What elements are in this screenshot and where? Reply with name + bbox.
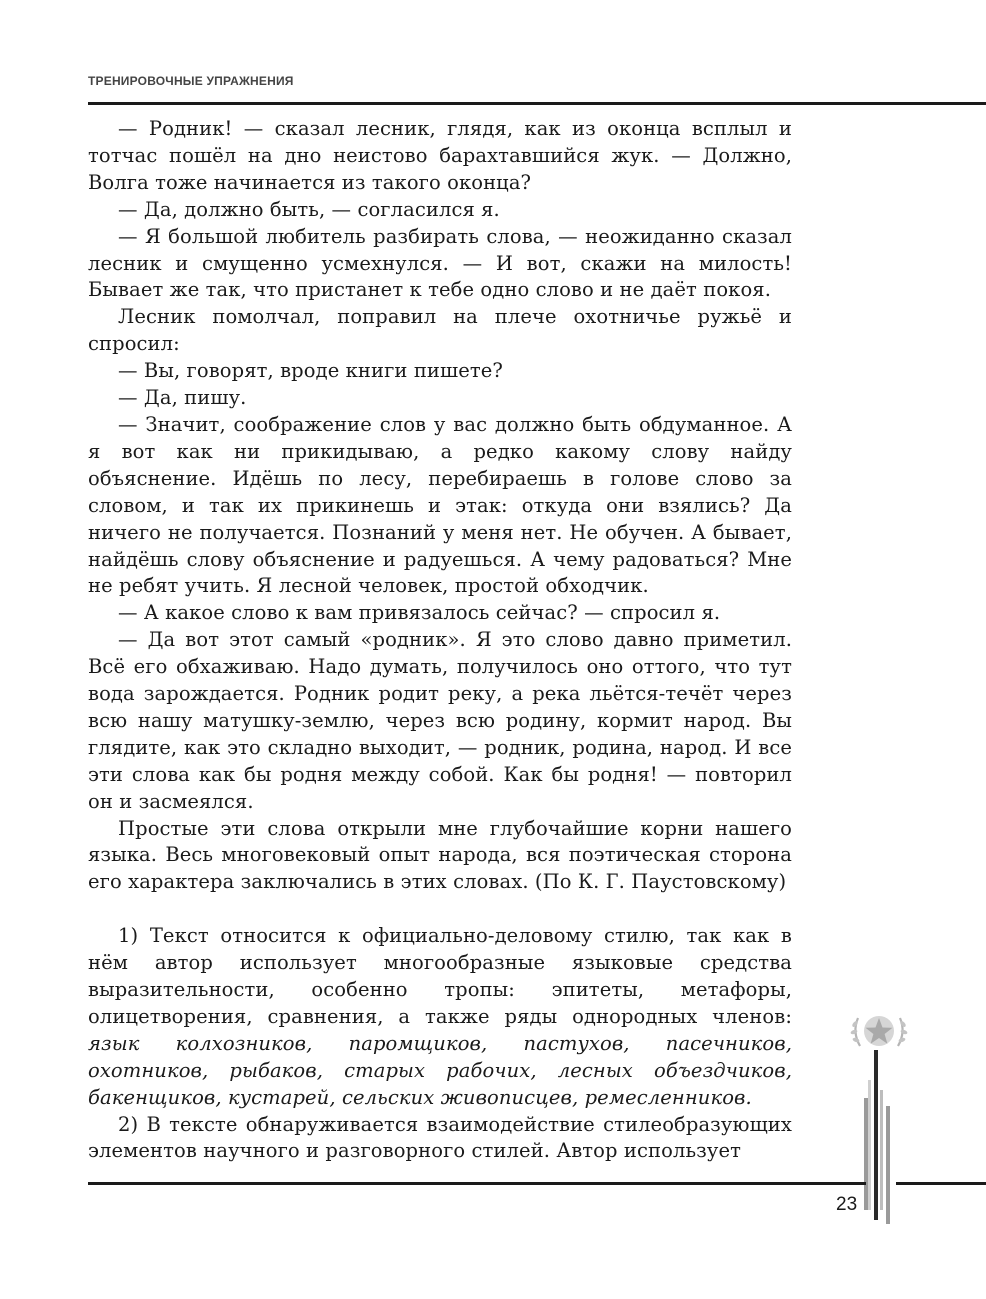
paragraph: — Вы, говорят, вроде книги пишете?	[118, 359, 503, 383]
footer-rule-right	[896, 1182, 986, 1185]
paragraph: — Да, пишу.	[118, 386, 247, 410]
paragraph: — Да вот этот самый «родник». Я это слово давно приметил. Всё его обхаживаю. Надо думать, получилось оно оттого, что тут вода зарождается. Родник родит реку, а река льётся-течёт через всю нашу матушку-землю, через всю родину, кормит народ. Вы глядите, как это складно выходит, — родник, родина, народ. И все эти слова как бы родня между собой. Как бы родня! — повторил он и засмеялся.	[88, 628, 792, 813]
page-number: 23	[836, 1194, 858, 1215]
option-1-text: 1) Текст относится к официально-деловому стилю, так как в нём автор использует многообразные языковые средства выразительности, особенно тропы: эпитеты, метафоры, олицетворения, сравнения, а также ряды однородных членов:	[88, 924, 792, 1028]
answer-option-2: 2) В тексте обнаруживается взаимодействие стилеобразующих элементов научного и разговорного стилей. Автор использует	[88, 1112, 792, 1163]
answer-option-1	[88, 923, 792, 1111]
paragraph: — А какое слово к вам привязалось сейчас? — спросил я.	[118, 601, 721, 625]
running-header: ТРЕНИРОВОЧНЫЕ УПРАЖНЕНИЯ	[88, 74, 294, 88]
decorative-bars	[856, 1050, 896, 1225]
footer-rule	[88, 1182, 866, 1185]
header-rule	[88, 102, 986, 105]
paragraph: Лесник помолчал, поправил на плече охотничье ружьё и спросил:	[88, 305, 792, 356]
paragraph: Простые эти слова открыли мне глубочайшие корни нашего языка. Весь многовековый опыт народа, вся поэтическая сторона его характера заключались в этих словах. (По К. Г. Паустовскому)	[88, 816, 792, 894]
paragraph: — Родник! — сказал лесник, глядя, как из оконца всплыл и тотчас пошёл на дно неистово барахтавшийся жук. — Должно, Волга тоже начинается из такого оконца?	[88, 117, 792, 194]
paragraph: — Значит, соображение слов у вас должно быть обдуманное. А я вот как ни прикидываю, а редко какому слову найду объяснение. Идёшь по лесу, перебираешь в голове слово за словом, и так их прикинешь и этак: откуда они взялись? Да ничего не получается. Познаний у меня нет. Не обучен. А бывает, найдёшь слову объяснение и радуешься. А чему радоваться? Мне не ребят учить. Я лесной человек, простой обходчик.	[88, 412, 792, 598]
option-1-italic-list: язык колхозников, паромщиков, пастухов, пасечников, охотников, рыбаков, старых рабочих, лесных объездчиков, бакенщиков, кустарей, сельских живописцев, ремесленников.	[88, 1031, 792, 1109]
main-text	[88, 116, 792, 1165]
paragraph: — Я большой любитель разбирать слова, — неожиданно сказал лесник и смущенно усмехнулся. — И вот, скажи на милость! Бывает же так, что пристанет к тебе одно слово и не даёт покоя.	[88, 224, 792, 302]
paragraph: — Да, должно быть, — согласился я.	[118, 197, 500, 221]
